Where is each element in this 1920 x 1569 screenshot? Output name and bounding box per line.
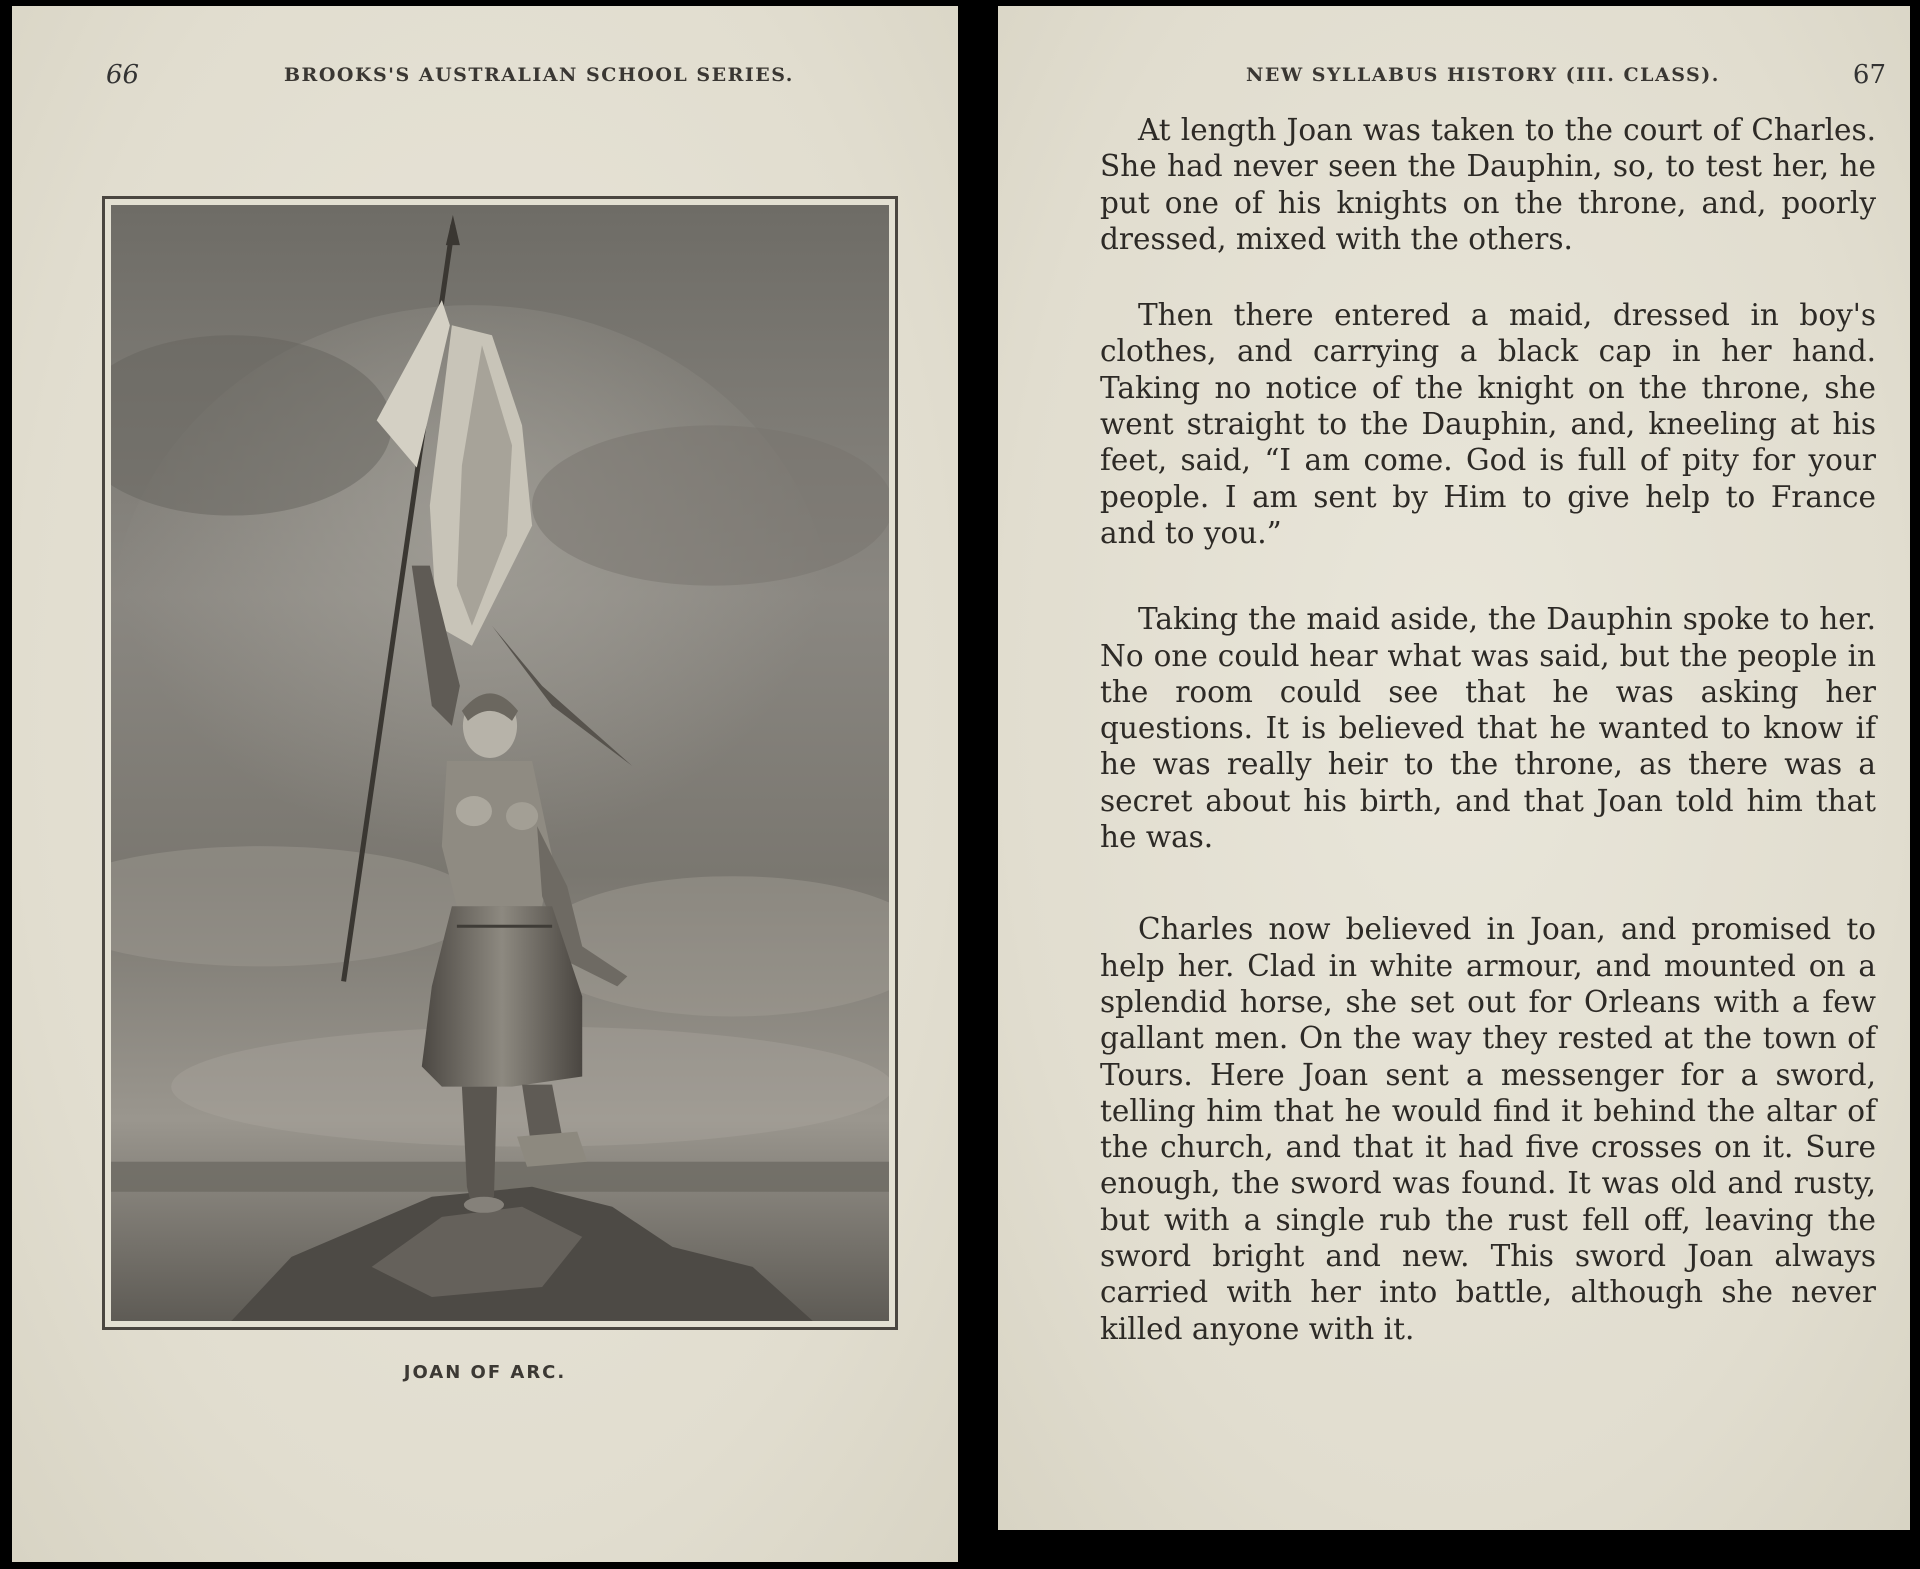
joan-of-arc-illustration xyxy=(102,196,898,1330)
page-number: 67 xyxy=(1852,60,1886,90)
paragraph: At length Joan was taken to the court of Charles. She had never seen the Dauphin, so, to test her, he put one of his knights on the throne, and, poorly dressed, mixed with the others. xyxy=(1100,113,1876,256)
figure-caption: JOAN OF ARC. xyxy=(403,1362,567,1383)
running-head-title: BROOKS'S AUSTRALIAN SCHOOL SERIES. xyxy=(284,64,794,86)
paragraph: Charles now believed in Joan, and promised to help her. Clad in white armour, and mounted on a splendid horse, she set out for Orleans with a few gallant men. On the way they rested at the town of Tours. Here Joan sent a messenger for a sword, telling him that he would find it behind the altar of the church, and that it had five crosses on it. Sure enough, the sword was found. It was old and rusty, but with a single rub the rust fell off, leaving the sword bright and new. This sword Joan always carried with her into battle, although she never killed anyone with it. xyxy=(1100,912,1876,1346)
running-head xyxy=(12,60,958,96)
left-page xyxy=(12,6,958,1562)
right-page xyxy=(998,6,1910,1530)
page-number: 66 xyxy=(106,60,140,90)
running-head xyxy=(998,60,1910,96)
running-head-title: NEW SYLLABUS HISTORY (III. CLASS). xyxy=(1246,64,1720,86)
paragraph: Taking the maid aside, the Dauphin spoke to her. No one could hear what was said, but the people in the room could see that he was asking her questions. It is believed that he wanted to know if he was really heir to the throne, as there was a secret about his birth, and that Joan told him that he was. xyxy=(1100,602,1876,855)
statue-photograph xyxy=(111,205,889,1321)
paragraph: Then there entered a maid, dressed in boy's clothes, and carrying a black cap in her hand. Taking no notice of the knight on the throne, she went straight to the Dauphin, and, kneeling at his feet, said, “I am come. God is full of pity for your people. I am sent by Him to give help to France and to you.” xyxy=(1100,298,1876,550)
body-text xyxy=(1100,112,1876,1347)
